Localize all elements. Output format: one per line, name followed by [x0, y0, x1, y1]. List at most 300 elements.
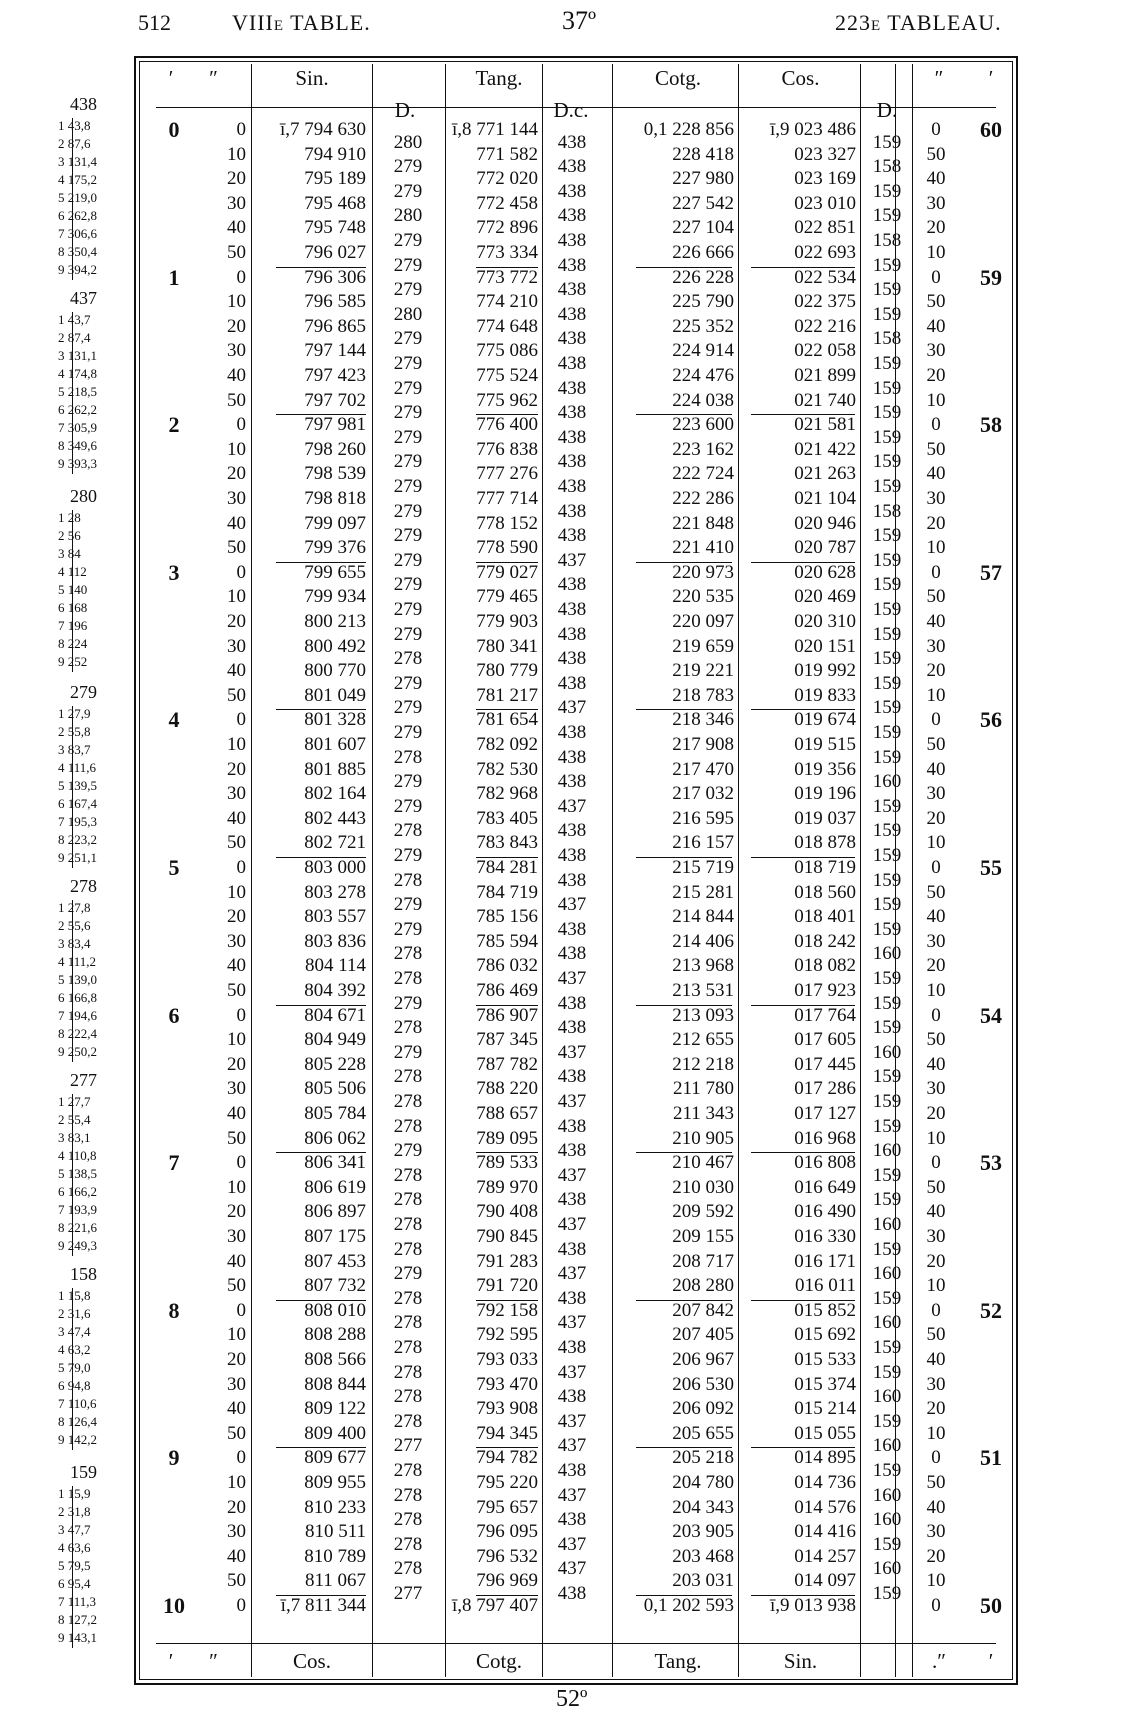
second-cell: 0 — [236, 561, 246, 583]
side-table-row: 5 218,5 — [58, 384, 97, 399]
cos-diff-cell: 159 — [872, 845, 902, 866]
tang-diff-cell: 438 — [557, 451, 587, 473]
cos-diff-cell: 159 — [872, 451, 902, 473]
second-comp-cell: 40 — [926, 1496, 946, 1518]
second-cell: 30 — [227, 930, 246, 952]
minute-cell: 0 — [168, 117, 180, 142]
tang-diff-cell: 438 — [557, 1509, 587, 1531]
sin-cell: 807 732 — [304, 1275, 366, 1297]
tang-cell: 784 719 — [476, 881, 538, 903]
cos-cell: 023 327 — [794, 143, 856, 165]
sin-diff-cell: 278 — [393, 1509, 423, 1531]
sin-cell: 809 955 — [304, 1472, 366, 1493]
sin-diff-cell: 278 — [393, 1337, 423, 1358]
tang-diff-cell: 438 — [557, 328, 587, 350]
sin-diff-cell: 278 — [393, 1091, 423, 1112]
sin-diff-cell: 278 — [393, 968, 423, 989]
second-comp-cell: 10 — [926, 537, 946, 559]
tang-cell: 794 345 — [476, 1422, 538, 1444]
sin-diff-cell: 279 — [393, 230, 423, 251]
second-cell: 30 — [227, 488, 246, 509]
side-table-row: 2 87,6 — [58, 136, 91, 151]
cotg-cell: 215 281 — [672, 881, 734, 903]
tang-cell: 796 969 — [476, 1570, 538, 1592]
cos-diff-cell: 160 — [872, 1509, 902, 1531]
second-comp-cell: 30 — [926, 1078, 946, 1100]
tang-diff-cell: 438 — [557, 230, 587, 251]
sin-cell: 804 671 — [304, 1004, 366, 1026]
sin-diff-cell: 278 — [393, 869, 423, 891]
side-table-row: 2 31,8 — [58, 1504, 91, 1519]
cotg-cell: 210 467 — [672, 1152, 734, 1174]
cos-diff-cell: 160 — [872, 771, 902, 793]
tang-diff-cell: 438 — [557, 845, 587, 866]
second-comp-cell: 0 — [931, 1152, 941, 1174]
tang-diff-cell: 438 — [557, 722, 587, 743]
second-cell: 10 — [227, 881, 246, 903]
tang-diff-cell: 437 — [557, 1263, 587, 1285]
minute-cell: 2 — [168, 412, 180, 438]
second-cell: 20 — [227, 758, 246, 780]
cos-diff-cell: 160 — [872, 1435, 902, 1457]
second-comp-cell: 20 — [926, 1250, 946, 1272]
column-rule — [372, 64, 373, 1677]
cotg-cell: 217 032 — [672, 783, 734, 805]
cotg-cell: 220 097 — [672, 611, 734, 632]
side-table-row: 4 111,6 — [58, 760, 97, 775]
side-table-row: 2 55,6 — [58, 918, 91, 933]
sin-cell: ī,7 811 344 — [280, 1595, 366, 1616]
second-cell: 0 — [236, 709, 246, 731]
sin-diff-cell: 279 — [393, 918, 423, 940]
cotg-cell: 205 218 — [672, 1447, 734, 1469]
cos-cell: 018 242 — [794, 930, 856, 952]
cos-diff-cell: 158 — [872, 230, 902, 251]
minute-comp-cell: 51 — [980, 1445, 1002, 1471]
tang-cell: 779 465 — [476, 586, 538, 608]
side-table-row: 6 168 — [58, 600, 88, 615]
sin-diff-cell: 279 — [393, 623, 423, 645]
tang-diff-cell: 438 — [557, 1238, 587, 1260]
column-header-top: ′ — [168, 66, 174, 90]
cotg-cell: 215 719 — [672, 857, 734, 878]
tang-diff-cell: 438 — [557, 1189, 587, 1211]
side-table-row: 5 140 — [58, 582, 88, 597]
side-table-row: 3 84 — [58, 546, 81, 561]
side-table-row: 1 28 — [58, 510, 81, 525]
tang-diff-cell: 438 — [557, 303, 587, 325]
footer-rule — [156, 1643, 996, 1644]
side-table-row: 4 63,6 — [58, 1540, 91, 1555]
cos-cell: 015 055 — [794, 1422, 856, 1444]
cos-diff-cell: 159 — [872, 918, 902, 940]
second-comp-cell: 10 — [926, 980, 946, 1001]
tang-diff-cell: 438 — [557, 180, 587, 202]
cos-cell: 021 899 — [794, 365, 856, 386]
side-table-row: 1 27,8 — [58, 900, 91, 915]
cotg-cell: 222 724 — [672, 463, 734, 485]
cos-cell: 020 787 — [794, 537, 856, 559]
column-header-top: D. — [394, 98, 416, 122]
cos-diff-cell: 160 — [872, 1263, 902, 1285]
cos-cell: 014 097 — [794, 1570, 856, 1592]
second-cell: 30 — [227, 1373, 246, 1395]
side-table-row: 4 174,8 — [58, 366, 97, 381]
sin-cell: 797 702 — [304, 389, 366, 411]
tang-diff-cell: 438 — [557, 476, 587, 497]
second-cell: 40 — [227, 512, 246, 534]
minute-cell: 4 — [168, 707, 180, 733]
second-comp-cell: 0 — [931, 857, 941, 878]
sin-diff-cell: 277 — [393, 1583, 423, 1604]
tang-cell: 776 400 — [476, 414, 538, 436]
minute-comp-cell: 53 — [980, 1150, 1002, 1176]
cos-cell: 023 010 — [794, 192, 856, 214]
cos-cell: 014 416 — [794, 1521, 856, 1543]
sin-cell: 803 000 — [304, 857, 366, 878]
cos-cell: 021 581 — [794, 414, 856, 436]
tang-diff-cell: 438 — [557, 648, 587, 670]
cos-diff-cell: 159 — [872, 1361, 902, 1383]
side-table-row: 4 110,8 — [58, 1148, 97, 1163]
second-cell: 20 — [227, 315, 246, 337]
cos-diff-cell: 159 — [872, 205, 902, 227]
side-table-row: 8 127,2 — [58, 1612, 97, 1627]
second-comp-cell: 0 — [931, 119, 941, 140]
second-cell: 40 — [227, 807, 246, 829]
sin-cell: 794 910 — [304, 143, 366, 165]
degree-header: 37º — [562, 6, 597, 35]
second-cell: 50 — [227, 242, 246, 263]
cos-cell: 016 968 — [794, 1127, 856, 1149]
cos-diff-cell: 159 — [872, 968, 902, 989]
sin-cell: 799 934 — [304, 586, 366, 608]
tang-cell: 780 779 — [476, 660, 538, 682]
sin-diff-cell: 279 — [393, 156, 423, 178]
cos-diff-cell: 159 — [872, 574, 902, 596]
sin-diff-cell: 279 — [393, 377, 423, 399]
cos-diff-cell: 159 — [872, 549, 902, 571]
second-comp-cell: 10 — [926, 1275, 946, 1297]
cos-cell: 019 833 — [794, 684, 856, 706]
sin-diff-cell: 278 — [393, 1189, 423, 1211]
cotg-cell: 205 655 — [672, 1422, 734, 1444]
side-table-row: 3 131,1 — [58, 348, 97, 363]
side-table-row: 6 166,2 — [58, 1184, 97, 1199]
sin-diff-cell: 278 — [393, 1017, 423, 1039]
minute-cell: 9 — [168, 1445, 180, 1471]
side-table-row: 7 193,9 — [58, 1202, 97, 1217]
footer-degree: 52º — [556, 1686, 588, 1712]
tang-cell: 772 020 — [476, 168, 538, 190]
cotg-cell: 224 038 — [672, 389, 734, 411]
side-table-row: 5 79,5 — [58, 1558, 91, 1573]
sin-cell: 798 818 — [304, 488, 366, 509]
second-comp-cell: 50 — [926, 438, 946, 460]
cos-diff-cell: 160 — [872, 1558, 902, 1580]
cotg-cell: 222 286 — [672, 488, 734, 509]
column-header-bottom: ′ — [988, 1649, 994, 1673]
second-comp-cell: 30 — [926, 783, 946, 805]
second-comp-cell: 10 — [926, 832, 946, 854]
tang-diff-cell: 438 — [557, 574, 587, 596]
sin-cell: 805 506 — [304, 1078, 366, 1100]
second-cell: 50 — [227, 389, 246, 411]
cos-diff-cell: 159 — [872, 648, 902, 670]
side-table-row: 7 305,9 — [58, 420, 97, 435]
cos-diff-cell: 159 — [872, 1164, 902, 1186]
sin-cell: 800 492 — [304, 635, 366, 657]
sin-cell: 797 423 — [304, 365, 366, 386]
side-table-head: 277 — [70, 1070, 97, 1090]
sin-diff-cell: 278 — [393, 1460, 423, 1481]
cotg-cell: 208 280 — [672, 1275, 734, 1297]
sin-cell: 799 376 — [304, 537, 366, 559]
cos-cell: 016 649 — [794, 1176, 856, 1198]
sin-cell: 795 189 — [304, 168, 366, 190]
cos-diff-cell: 159 — [872, 1115, 902, 1137]
sin-cell: 800 770 — [304, 660, 366, 682]
tang-cell: 777 276 — [476, 463, 538, 485]
sin-cell: 810 233 — [304, 1496, 366, 1518]
second-comp-cell: 10 — [926, 684, 946, 706]
sin-cell: 808 010 — [304, 1299, 366, 1321]
side-table-row: 8 223,2 — [58, 832, 97, 847]
second-comp-cell: 30 — [926, 192, 946, 214]
side-table-row: 8 350,4 — [58, 244, 97, 259]
second-cell: 40 — [227, 1398, 246, 1420]
column-header-top: ″ — [934, 66, 944, 90]
sin-diff-cell: 278 — [393, 1066, 423, 1088]
tang-cell: 775 962 — [476, 389, 538, 411]
minute-comp-cell: 58 — [980, 412, 1002, 438]
cos-diff-cell: 159 — [872, 377, 902, 399]
minute-cell: 6 — [168, 1002, 180, 1028]
sin-cell: 809 400 — [304, 1422, 366, 1444]
sin-cell: 806 341 — [304, 1152, 366, 1174]
side-table-row: 9 394,2 — [58, 262, 97, 277]
second-cell: 10 — [227, 1324, 246, 1346]
side-table-head: 280 — [70, 486, 97, 506]
sin-diff-cell: 279 — [393, 476, 423, 497]
tang-cell: 792 595 — [476, 1324, 538, 1346]
sin-cell: 802 164 — [304, 783, 366, 805]
cos-cell: 014 895 — [794, 1447, 856, 1469]
side-table-row: 6 262,2 — [58, 402, 97, 417]
column-header-top: D. — [876, 98, 898, 122]
column-header-top: Cos. — [781, 66, 820, 90]
tang-diff-cell: 438 — [557, 1583, 587, 1604]
second-cell: 0 — [236, 857, 246, 878]
minute-cell: 1 — [168, 264, 180, 290]
side-table-row: 2 56 — [58, 528, 81, 543]
second-cell: 40 — [227, 1545, 246, 1567]
second-cell: 20 — [227, 1201, 246, 1223]
sin-cell: 803 557 — [304, 906, 366, 928]
tang-diff-cell: 438 — [557, 254, 587, 276]
cotg-cell: 216 595 — [672, 807, 734, 829]
cos-diff-cell: 159 — [872, 672, 902, 694]
second-cell: 10 — [227, 438, 246, 460]
second-comp-cell: 20 — [926, 955, 946, 977]
sin-cell: 808 844 — [304, 1373, 366, 1395]
tang-diff-cell: 437 — [557, 1164, 587, 1186]
tableau-label: 223e TABLEAU. — [835, 10, 1002, 35]
sin-cell: 803 836 — [304, 930, 366, 952]
second-comp-cell: 30 — [926, 930, 946, 952]
side-table-row: 5 139,5 — [58, 778, 97, 793]
tang-cell: 781 217 — [476, 684, 538, 706]
second-comp-cell: 50 — [926, 881, 946, 903]
tang-diff-cell: 437 — [557, 968, 587, 989]
tang-cell: 774 210 — [476, 291, 538, 313]
sin-diff-cell: 279 — [393, 279, 423, 301]
cotg-cell: 224 914 — [672, 340, 734, 362]
second-cell: 30 — [227, 1521, 246, 1543]
cotg-cell: 225 352 — [672, 315, 734, 337]
sin-diff-cell: 279 — [393, 180, 423, 202]
tang-cell: 771 582 — [476, 143, 538, 165]
sin-diff-cell: 279 — [393, 795, 423, 817]
sin-diff-cell: 279 — [393, 1263, 423, 1285]
second-comp-cell: 0 — [931, 1004, 941, 1026]
side-table-row: 2 31,6 — [58, 1306, 91, 1321]
column-header-top: Tang. — [475, 66, 523, 90]
tang-diff-cell: 438 — [557, 500, 587, 522]
cos-cell: 020 628 — [794, 561, 856, 583]
tang-diff-cell: 438 — [557, 746, 587, 768]
tang-cell: 786 469 — [476, 980, 538, 1001]
side-table-row: 3 83,1 — [58, 1130, 91, 1145]
second-cell: 50 — [227, 1570, 246, 1592]
sin-diff-cell: 279 — [393, 254, 423, 276]
sin-diff-cell: 279 — [393, 525, 423, 547]
cos-cell: 022 534 — [794, 266, 856, 288]
cos-cell: 017 605 — [794, 1029, 856, 1051]
cotg-cell: 213 531 — [672, 980, 734, 1001]
second-comp-cell: 40 — [926, 168, 946, 190]
second-comp-cell: 20 — [926, 1545, 946, 1567]
cos-cell: 018 560 — [794, 881, 856, 903]
side-table-head: 438 — [70, 94, 97, 114]
second-comp-cell: 30 — [926, 1373, 946, 1395]
sin-diff-cell: 279 — [393, 697, 423, 719]
cotg-cell: 204 343 — [672, 1496, 734, 1518]
sin-diff-cell: 278 — [393, 1287, 423, 1309]
side-table-row: 1 27,9 — [58, 706, 91, 721]
minute-comp-cell: 60 — [980, 117, 1002, 142]
tang-cell: 789 533 — [476, 1152, 538, 1174]
cos-cell: 015 214 — [794, 1398, 856, 1420]
tang-diff-cell: 438 — [557, 402, 587, 424]
tang-diff-cell: 438 — [557, 131, 587, 153]
sin-diff-cell: 279 — [393, 771, 423, 793]
second-comp-cell: 30 — [926, 1521, 946, 1543]
tang-cell: 780 341 — [476, 635, 538, 657]
tang-cell: 772 896 — [476, 217, 538, 239]
side-table-row: 8 126,4 — [58, 1414, 97, 1429]
second-cell: 10 — [227, 143, 246, 165]
second-comp-cell: 10 — [926, 1127, 946, 1149]
cotg-cell: 220 973 — [672, 561, 734, 583]
cos-cell: 019 515 — [794, 734, 856, 755]
sin-cell: 803 278 — [304, 881, 366, 903]
second-cell: 20 — [227, 1496, 246, 1518]
sin-cell: 796 585 — [304, 291, 366, 313]
second-cell: 50 — [227, 1127, 246, 1149]
second-cell: 20 — [227, 906, 246, 928]
cos-diff-cell: 159 — [872, 1337, 902, 1358]
side-table-row: 3 47,4 — [58, 1324, 91, 1339]
cotg-cell: 209 592 — [672, 1201, 734, 1223]
cos-cell: 019 674 — [794, 709, 856, 731]
tang-cell: 781 654 — [476, 709, 538, 731]
side-table-row: 1 43,8 — [58, 118, 91, 133]
tang-diff-cell: 438 — [557, 599, 587, 620]
column-header-bottom: Cos. — [293, 1649, 331, 1673]
cos-cell: 023 169 — [794, 168, 856, 190]
second-cell: 0 — [236, 1299, 246, 1321]
sin-diff-cell: 279 — [393, 672, 423, 694]
sin-cell: 801 607 — [304, 734, 366, 755]
side-table-row: 8 224 — [58, 636, 88, 651]
cotg-cell: 221 410 — [672, 537, 734, 559]
sin-diff-cell: 279 — [393, 1041, 423, 1063]
second-cell: 50 — [227, 537, 246, 559]
tang-cell: 783 405 — [476, 807, 538, 829]
tang-diff-cell: 438 — [557, 820, 587, 842]
minute-comp-cell: 56 — [980, 707, 1002, 733]
cos-diff-cell: 159 — [872, 623, 902, 645]
sin-diff-cell: 279 — [393, 1140, 423, 1162]
second-comp-cell: 20 — [926, 660, 946, 682]
cotg-cell: 226 228 — [672, 266, 734, 288]
second-comp-cell: 10 — [926, 242, 946, 263]
sin-cell: 809 122 — [304, 1398, 366, 1420]
cotg-cell: 223 162 — [672, 438, 734, 460]
column-header-bottom: Cotg. — [475, 1649, 523, 1673]
cotg-cell: 217 470 — [672, 758, 734, 780]
cos-diff-cell: 159 — [872, 1460, 902, 1481]
cos-diff-cell: 160 — [872, 943, 902, 965]
sin-diff-cell: 279 — [393, 402, 423, 424]
second-cell: 20 — [227, 1349, 246, 1370]
tang-diff-cell: 438 — [557, 279, 587, 301]
tang-cell: 777 714 — [476, 488, 538, 509]
second-comp-cell: 40 — [926, 611, 946, 632]
cos-diff-cell: 160 — [872, 1140, 902, 1162]
cos-diff-cell: 159 — [872, 254, 902, 276]
cotg-cell: 207 842 — [672, 1299, 734, 1321]
second-comp-cell: 20 — [926, 365, 946, 386]
tang-diff-cell: 438 — [557, 1460, 587, 1481]
sin-diff-cell: 278 — [393, 1558, 423, 1580]
tang-diff-cell: 438 — [557, 1140, 587, 1162]
sin-cell: 808 288 — [304, 1324, 366, 1346]
tang-cell: 793 470 — [476, 1373, 538, 1395]
sin-cell: 801 049 — [304, 684, 366, 706]
cotg-cell: 210 030 — [672, 1176, 734, 1198]
cos-cell: 020 469 — [794, 586, 856, 608]
second-cell: 0 — [236, 1004, 246, 1026]
tang-cell: 776 838 — [476, 438, 538, 460]
cotg-cell: 206 967 — [672, 1349, 734, 1370]
second-cell: 40 — [227, 365, 246, 386]
second-comp-cell: 40 — [926, 1201, 946, 1223]
sin-cell: 807 453 — [304, 1250, 366, 1272]
tang-cell: 790 408 — [476, 1201, 538, 1223]
cos-diff-cell: 159 — [872, 426, 902, 448]
